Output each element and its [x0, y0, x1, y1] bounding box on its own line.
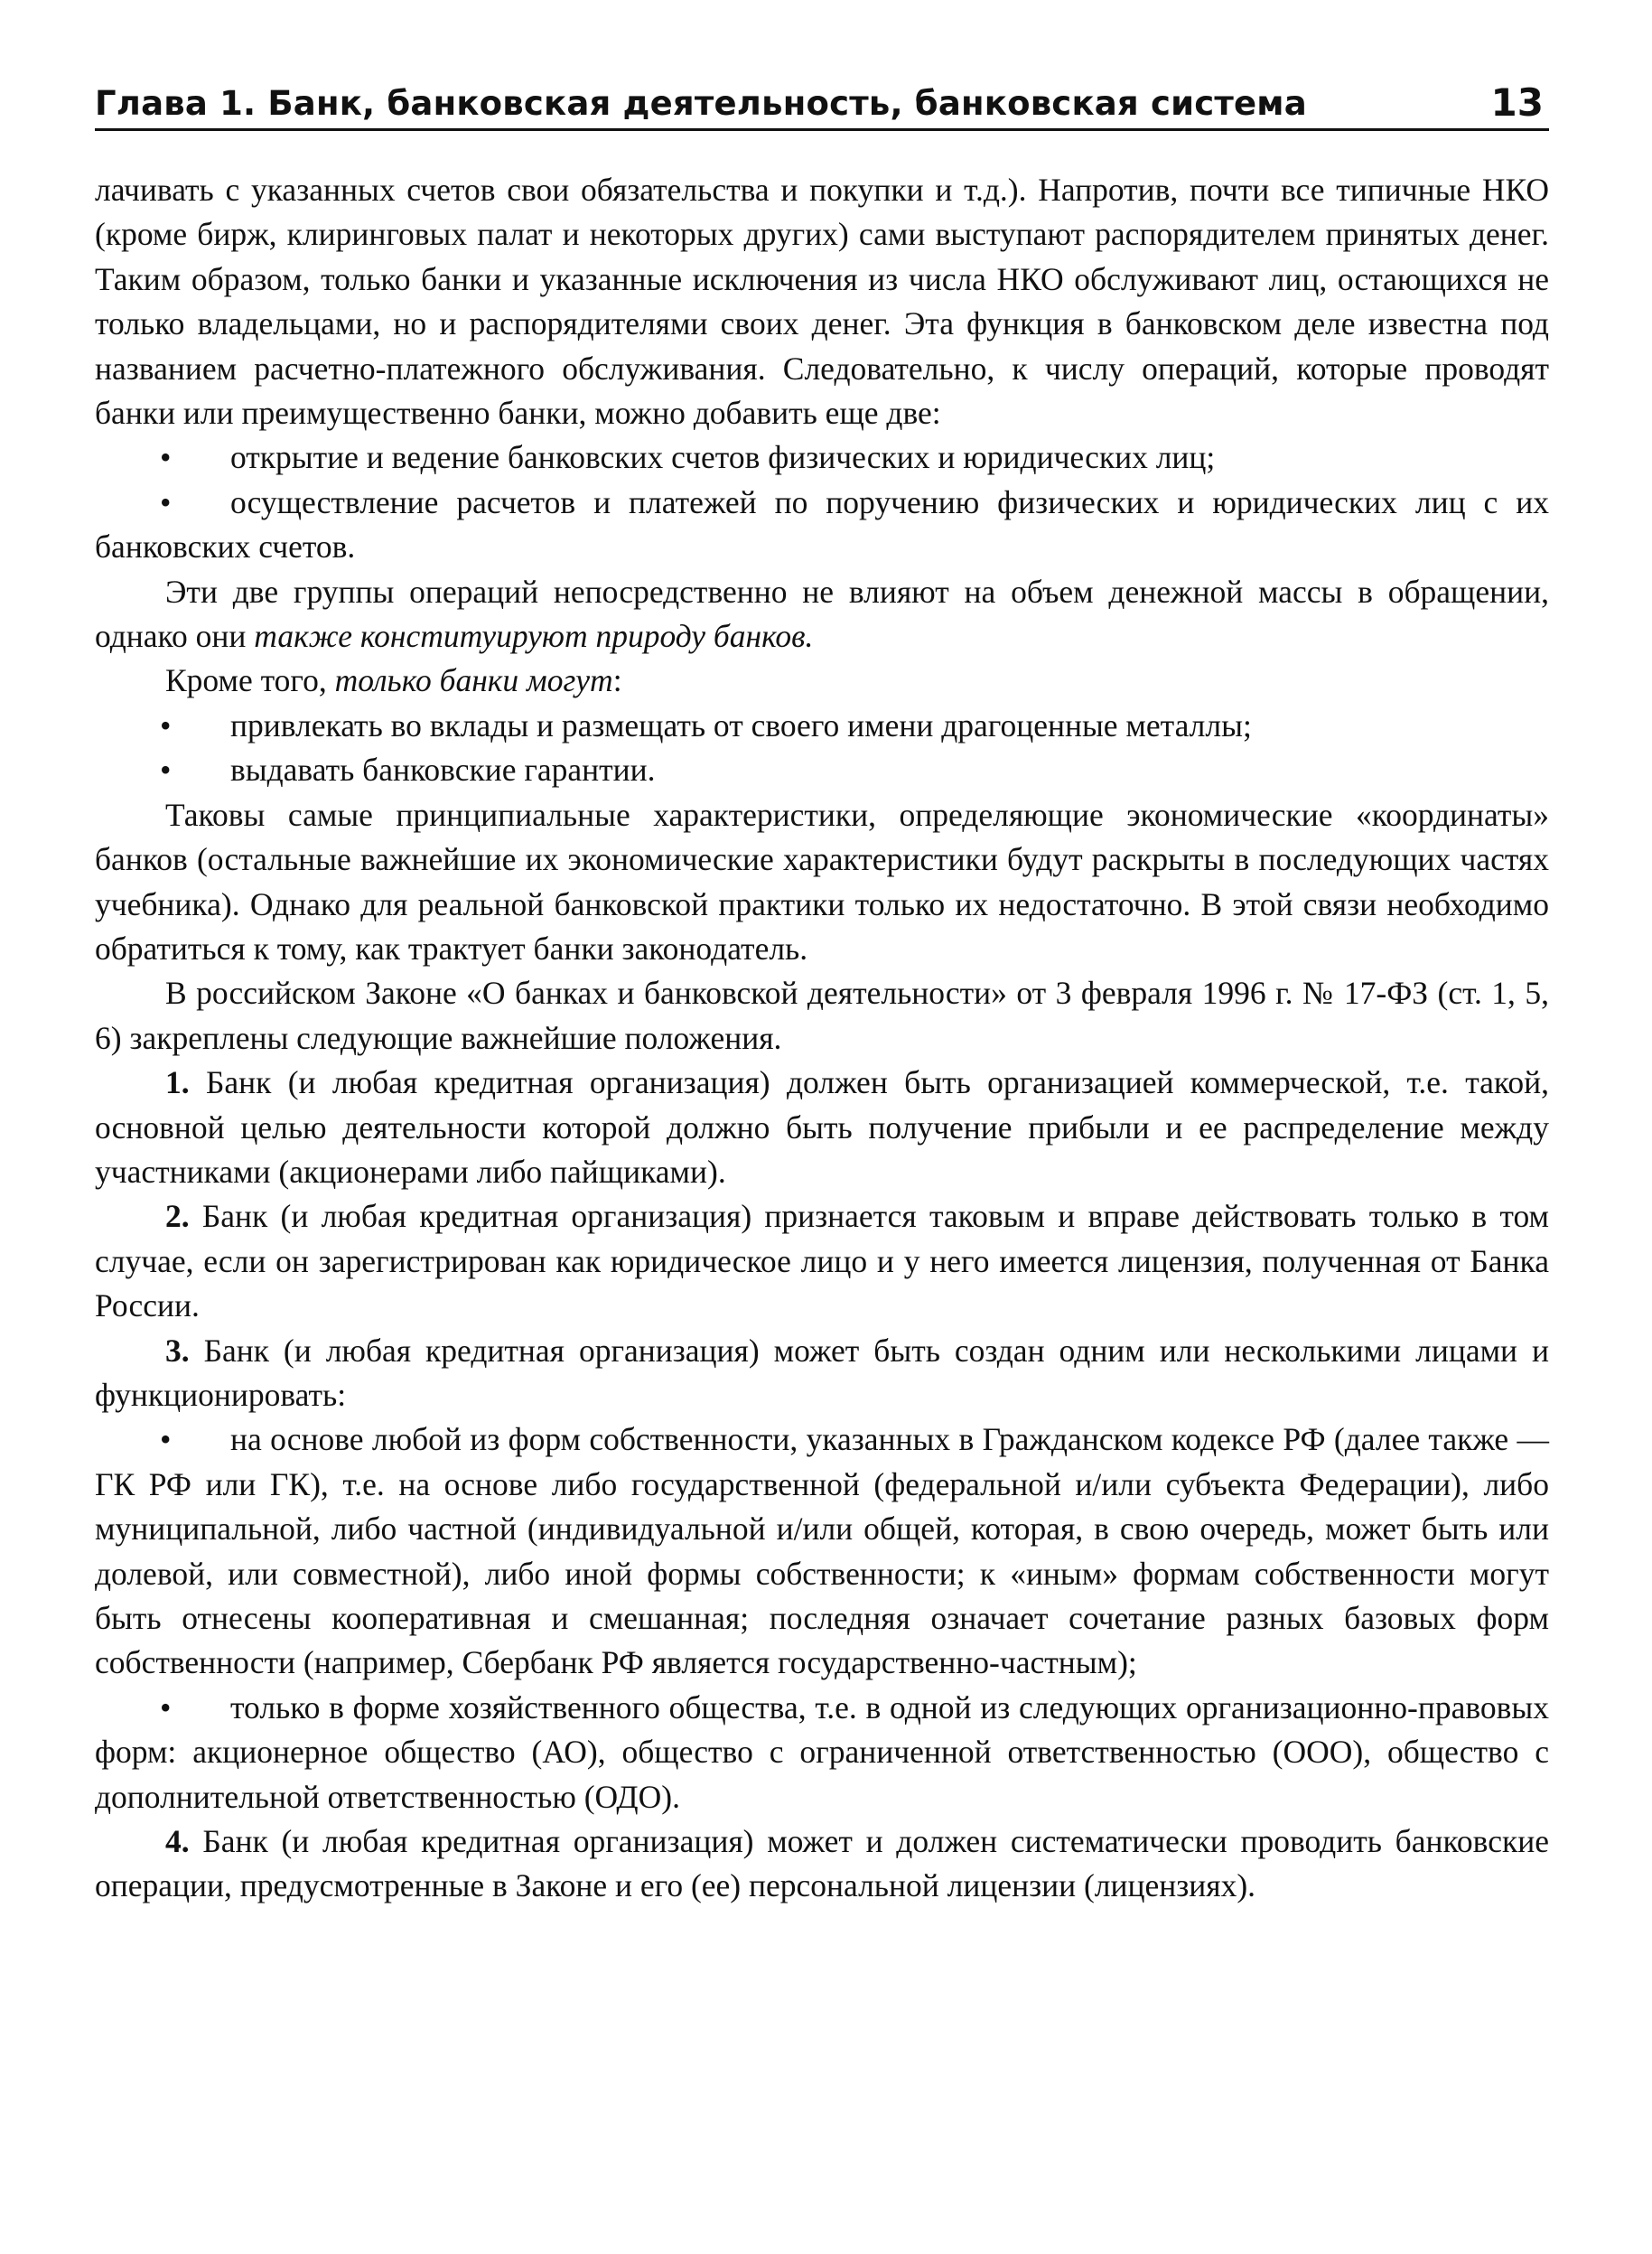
bullet-item-ownership: • на основе любой из форм собственности, указанных в Гражданском кодексе РФ (далее также — ГК РФ или ГК), т.е. на основе либо государственной (федеральной и/или субъекта Федерации), либо муниципальной, либо частной (индивидуальной и/или общей, которая, в свою очередь, может быть или долевой, или совместной), либо иной формы собственности; к «иным» формам собственности могут быть отнесены кооперативная и смешанная; последняя означает сочетание разных базовых форм собственности (например, Сбербанк РФ является государственно-частным); [95, 1417, 1549, 1685]
item-text: Банк (и любая кредитная организация) может и должен систематически проводить банковские операции, предусмотренные в Законе и его (ее) персональной лицензии (лицензиях). [95, 1823, 1549, 1904]
paragraph-text: Эти две группы операций непосредственно не влияют на объем денежной массы в обращении, однако они [95, 573, 1549, 655]
paragraph-continuation: лачивать с указанных счетов свои обязательства и покупки и т.д.). Напротив, почти все типичные НКО (кроме бирж, клиринговых палат и некоторых других) сами выступают распорядителем принятых денег. Таким образом, только банки и указанные исключения из числа НКО обслуживают лиц, остающихся не только владельцами, но и распорядителями своих денег. Эта функция в банковском деле известна под названием расчетно-платежного обслуживания. Следовательно, к числу операций, которые проводят банки или преимущественно банки, можно добавить еще две: [95, 172, 1549, 432]
emphasis-text: только банки могут [334, 662, 613, 699]
paragraph-text: : [612, 662, 622, 699]
paragraph-text: Кроме того, [165, 662, 335, 699]
item-number: 2. [165, 1198, 190, 1235]
item-number: 3. [165, 1332, 190, 1369]
item-text: Банк (и любая кредитная организация) должен быть организацией коммерческой, т.е. такой, основной целью деятельности которой должно быть получение прибыли и ее распределение между участниками (акционерами либо пайщиками). [95, 1064, 1549, 1190]
numbered-item-3 [95, 1329, 1549, 1418]
paragraph-law: В российском Законе «О банках и банковской деятельности» от 3 февраля 1996 г. № 17-ФЗ (ст. 1, 5, 6) закреплены следующие важнейшие положения. [95, 975, 1549, 1056]
numbered-item-2 [95, 1194, 1549, 1328]
item-number: 4. [165, 1823, 190, 1860]
bullet-item-accounts: • открытие и ведение банковских счетов физических и юридических лиц; [95, 435, 1549, 480]
item-text: Банк (и любая кредитная организация) может быть создан одним или несколькими лицами и функционировать: [95, 1332, 1549, 1413]
bullet-item-guarantees: • выдавать банковские гарантии. [95, 748, 1549, 792]
emphasis-text: также конституируют природу банков. [254, 618, 814, 655]
chapter-title: Глава 1. Банк, банковская деятельность, банковская система [95, 84, 1307, 123]
paragraph-characteristics: Таковы самые принципиальные характеристики, определяющие экономические «координаты» банков (остальные важнейшие их экономические характеристики будут раскрыты в последующих частях учебника). Однако для реальной банковской практики только их недостаточно. В этой связи необходимо обратиться к тому, как трактует банки законодатель. [95, 796, 1549, 967]
running-header [95, 72, 1549, 131]
numbered-item-1 [95, 1061, 1549, 1194]
numbered-item-4 [95, 1819, 1549, 1909]
bullet-item-legal-form: • только в форме хозяйственного общества, т.е. в одной из следующих организационно-правовых форм: акционерное общество (АО), общество с ограниченной ответственностью (ООО), общество с дополнительной ответственностью (ОДО). [95, 1686, 1549, 1819]
item-text: Банк (и любая кредитная организация) признается таковым и вправе действовать только в том случае, если он зарегистрирован как юридическое лицо и у него имеется лицензия, полученная от Банка России. [95, 1198, 1549, 1324]
item-number: 1. [165, 1064, 190, 1101]
paragraph-only-banks [95, 659, 1549, 703]
page-number: 13 [1490, 80, 1544, 125]
page-body [95, 168, 1549, 1909]
bullet-item-metals: • привлекать во вклады и размещать от своего имени драгоценные металлы; [95, 704, 1549, 748]
bullet-item-payments: • осуществление расчетов и платежей по поручению физических и юридических лиц с их банковских счетов. [95, 481, 1549, 570]
paragraph-two-groups [95, 570, 1549, 659]
